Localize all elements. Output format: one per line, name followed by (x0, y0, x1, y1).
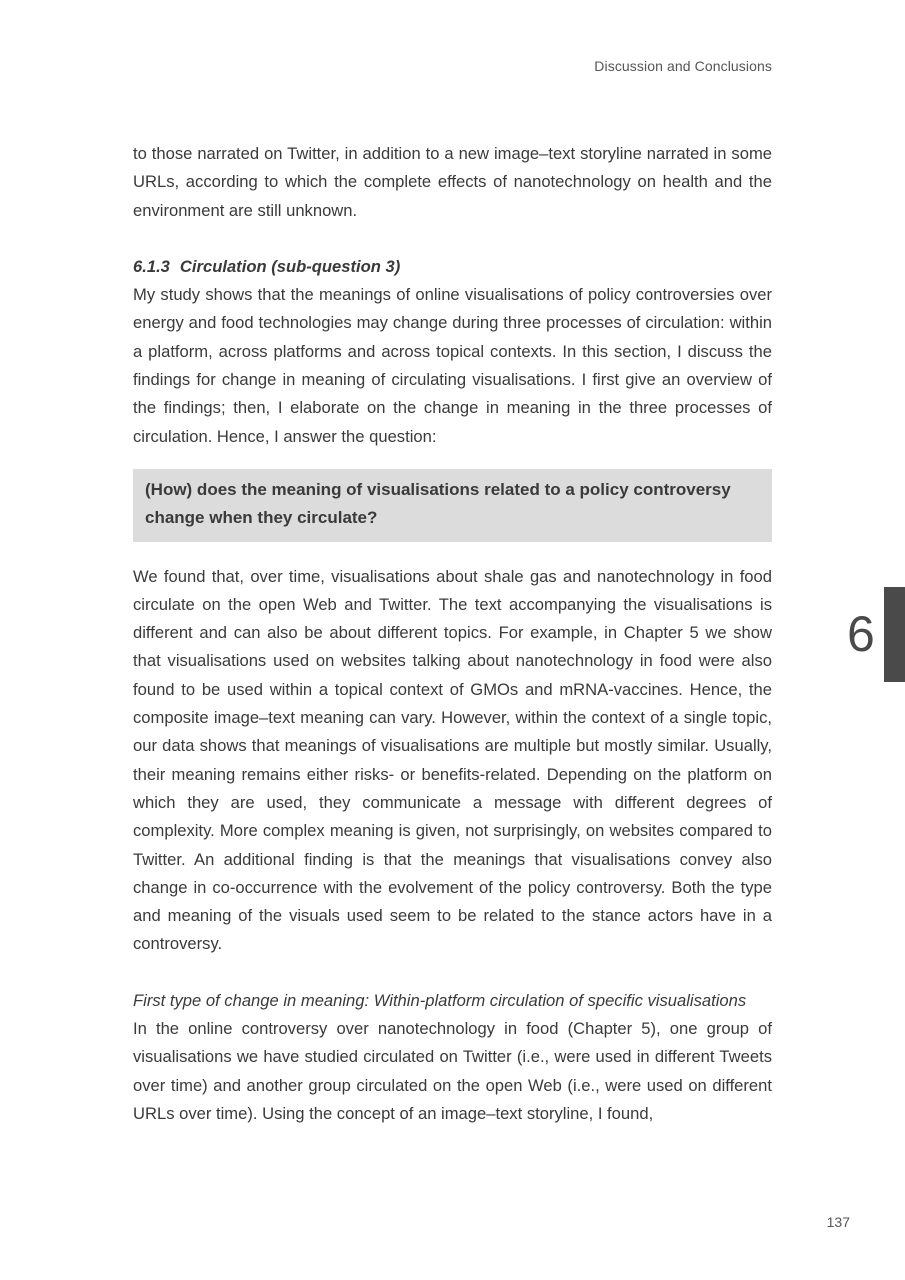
research-question: (How) does the meaning of visualisations related to a policy controversy change when they circulate? (145, 479, 731, 528)
chapter-tab-marker (884, 587, 905, 682)
running-header: Discussion and Conclusions (594, 58, 772, 74)
page-number: 137 (826, 1214, 850, 1230)
section-title: Circulation (sub-question 3) (179, 256, 401, 276)
chapter-number: 6 (847, 606, 875, 662)
paragraph-findings: We found that, over time, visualisations about shale gas and nanotechnology in food circulate on the open Web and Twitter. The text accompanying the visualisations is different and can also be about different topics. For example, in Chapter 5 we show that visualisations used on websites talking about nanotechnology in food were also found to be used within a topical context of GMOs and mRNA-vaccines. Hence, the composite image–text meaning can vary. However, within the context of a single topic, our data shows that meanings of visualisations are multiple but mostly similar. Usually, their meaning remains either risks- or benefits-related. Depending on the platform on which they are used, they communicate a message with different degrees of complexity. More complex meaning is given, not surprisingly, on websites compared to Twitter. An additional finding is that the meanings that visualisations convey also change in co-occurrence with the evolvement of the policy controversy. Both the type and meaning of the visuals used seem to be related to the stance actors have in a controversy. (133, 566, 772, 954)
page-body (133, 140, 772, 1128)
paragraph-circulation: My study shows that the meanings of online visualisations of policy controversies over energy and food technologies may change during three processes of circulation: within a platform, across platforms and across topical contexts. In this section, I discuss the findings for change in meaning of circulating visualisations. I first give an overview of the findings; then, I elaborate on the change in meaning in the three processes of circulation. Hence, I answer the question: (133, 285, 772, 446)
paragraph-intro: to those narrated on Twitter, in addition to a new image–text storyline narrated in some URLs, according to which the complete effects of nanotechnology on health and the environment are still unknown. (133, 144, 772, 220)
research-question-box (133, 469, 772, 542)
section-number: 6.1.3 (133, 256, 170, 276)
section-heading (133, 253, 772, 281)
paragraph-within-platform: In the online controversy over nanotechnology in food (Chapter 5), one group of visualisations we have studied circulated on Twitter (i.e., were used in different Tweets over time) and another group circulated on the open Web (i.e., were used on different URLs over time). Using the concept of an image–text storyline, I found, (133, 1019, 772, 1123)
subheading-first-type: First type of change in meaning: Within-platform circulation of specific visualisations (133, 990, 747, 1010)
